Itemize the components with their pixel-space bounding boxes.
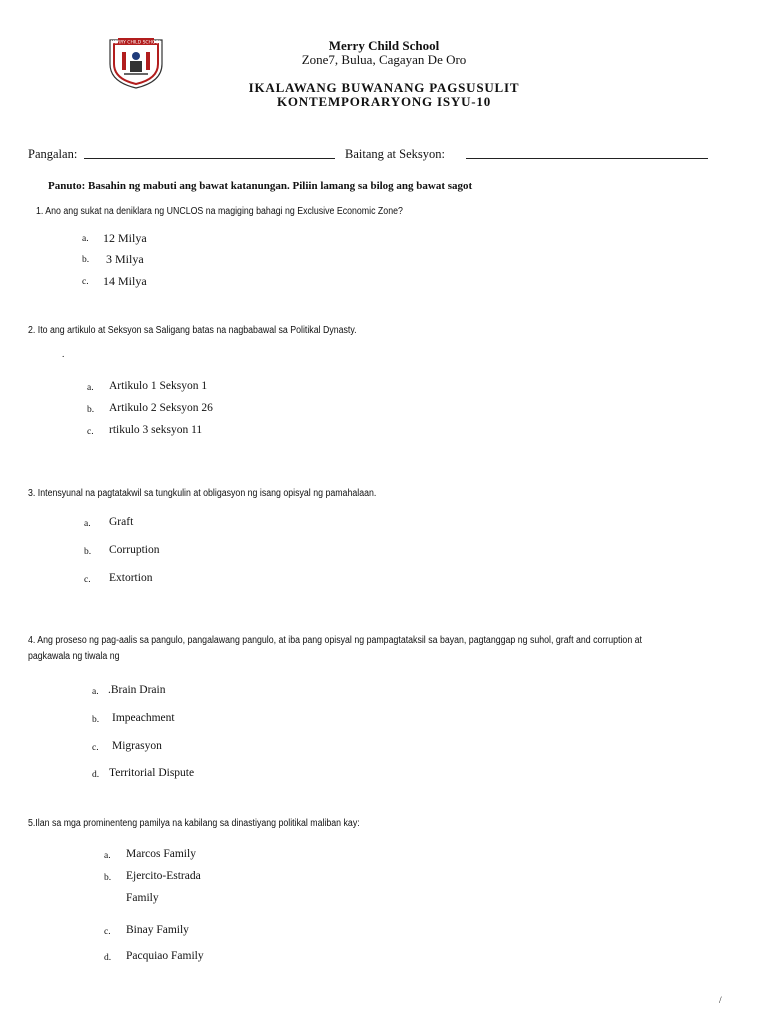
exam-title: IKALAWANG BUWANANG PAGSUSULIT	[248, 80, 520, 95]
school-name: Merry Child School	[328, 38, 440, 53]
q5-option-d-letter: d.	[104, 953, 112, 963]
q1-option-c[interactable]: 14 Milya	[103, 274, 147, 288]
stray-mark: .	[62, 350, 65, 360]
q5-option-c-letter: c.	[104, 927, 111, 937]
q2-option-b[interactable]: Artikulo 2 Seksyon 26	[109, 402, 213, 414]
q4-option-b-letter: b.	[92, 715, 100, 725]
q5-option-b-cont[interactable]: Family	[126, 892, 159, 904]
q2-option-a[interactable]: Artikulo 1 Seksyon 1	[109, 380, 208, 392]
q5-option-b[interactable]: Ejercito-Estrada	[126, 870, 201, 882]
q3-option-b[interactable]: Corruption	[109, 544, 160, 556]
q5-option-b-letter: b.	[104, 873, 112, 883]
page-mark: /	[719, 996, 722, 1006]
q3-option-c[interactable]: Extortion	[109, 572, 153, 584]
q1-option-b[interactable]: 3 Milya	[106, 252, 144, 266]
q4-option-c[interactable]: Migrasyon	[112, 740, 162, 752]
q5-option-d[interactable]: Pacquiao Family	[126, 950, 204, 962]
q2-option-c[interactable]: rtikulo 3 seksyon 11	[109, 424, 203, 436]
name-label: Pangalan:	[28, 147, 78, 161]
q4-option-c-letter: c.	[92, 743, 99, 753]
q4-option-a-letter: a.	[92, 687, 99, 697]
q1-option-a-letter: a.	[82, 234, 89, 244]
question-1-text: 1. Ano ang sukat na deniklara ng UNCLOS na magiging bahagi ng Exclusive Economic Zone?	[36, 206, 403, 217]
question-3-text: 3. Intensyunal na pagtatakwil sa tungkulin at obligasyon ng isang opisyal ng pamahalaan.	[28, 488, 377, 499]
q5-option-a[interactable]: Marcos Family	[126, 848, 196, 860]
instructions: Panuto: Basahin ng mabuti ang bawat katanungan. Piliin lamang sa bilog ang bawat sagot	[48, 180, 473, 192]
question-4-text: 4. Ang proseso ng pag-aalis sa pangulo, pangalawang pangulo, at iba pang opisyal ng pampagtataksil sa bayan, pagtanggap ng suhol, graft and corruption at pagkawala ng tiwala ng	[28, 635, 643, 662]
grade-section-blank-line[interactable]	[466, 146, 708, 159]
q3-option-b-letter: b.	[84, 547, 92, 557]
q1-option-c-letter: c.	[82, 277, 89, 287]
q4-option-b[interactable]: Impeachment	[112, 712, 175, 724]
q3-option-a-letter: a.	[84, 519, 91, 529]
question-5-text: 5.Ilan sa mga prominenteng pamilya na kabilang sa dinastiyang politikal maliban kay:	[28, 818, 360, 829]
exam-subject: KONTEMPORARYONG ISYU-10	[276, 94, 492, 109]
name-blank-line[interactable]	[84, 146, 335, 159]
q1-option-a[interactable]: 12 Milya	[103, 231, 147, 245]
q4-option-a[interactable]: .Brain Drain	[108, 684, 166, 696]
q1-option-b-letter: b.	[82, 255, 90, 265]
question-2-text: 2. Ito ang artikulo at Seksyon sa Saligang batas na nagbabawal sa Politikal Dynasty.	[28, 325, 357, 336]
q2-option-a-letter: a.	[87, 383, 94, 393]
logo-text: MERRY CHILD SCHOOL	[110, 40, 162, 46]
q4-option-d-letter: d.	[92, 770, 100, 780]
q3-option-c-letter: c.	[84, 575, 91, 585]
q2-option-c-letter: c.	[87, 427, 94, 437]
q5-option-c[interactable]: Binay Family	[126, 924, 189, 936]
q4-option-d[interactable]: Territorial Dispute	[109, 767, 195, 779]
grade-section-label: Baitang at Seksyon:	[345, 147, 445, 161]
school-address: Zone7, Bulua, Cagayan De Oro	[301, 52, 467, 67]
q3-option-a[interactable]: Graft	[109, 516, 134, 528]
q2-option-b-letter: b.	[87, 405, 95, 415]
q5-option-a-letter: a.	[104, 851, 111, 861]
